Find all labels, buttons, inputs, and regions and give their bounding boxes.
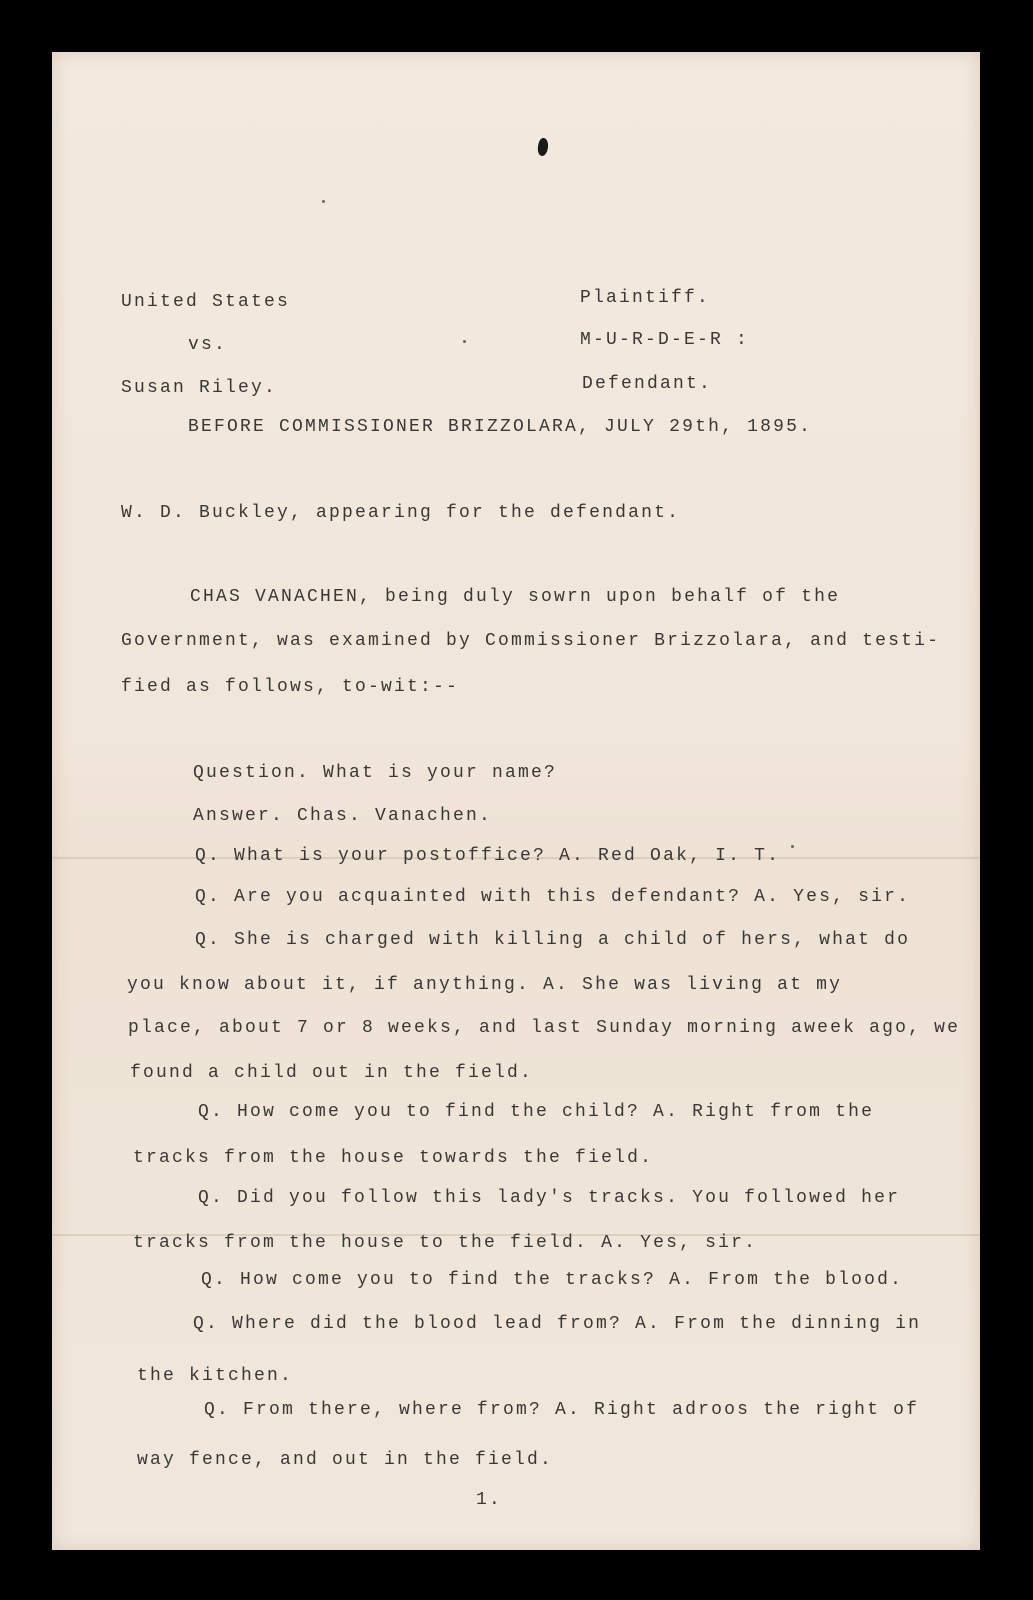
paper-speck <box>322 200 325 203</box>
testimony-line: the kitchen. <box>137 1366 294 1386</box>
caption-plaintiff-label: Plaintiff. <box>580 288 711 308</box>
testimony-line: Q. How come you to find the child? A. Right from the <box>198 1102 875 1122</box>
intro-line: CHAS VANACHEN, being duly sowrn upon behalf of the <box>190 587 841 607</box>
caption-plaintiff-name: United States <box>121 292 291 312</box>
testimony-line: Q. Are you acquainted with this defendant? A. Yes, sir. <box>195 887 911 907</box>
testimony-line: Q. From there, where from? A. Right adroos the right of <box>204 1400 920 1420</box>
testimony-line: found a child out in the field. <box>130 1063 534 1083</box>
paper-speck <box>791 845 794 848</box>
testimony-line: Answer. Chas. Vanachen. <box>193 806 493 826</box>
testimony-line: place, about 7 or 8 weeks, and last Sunday morning aweek ago, we <box>128 1018 961 1038</box>
caption-defendant-label: Defendant. <box>582 374 713 394</box>
testimony-line: Q. Where did the blood lead from? A. From the dinning in <box>193 1314 922 1334</box>
intro-line: Government, was examined by Commissioner Brizzolara, and testi- <box>121 631 941 651</box>
caption-defendant-name: Susan Riley. <box>121 378 278 398</box>
caption-versus: vs. <box>188 335 228 355</box>
testimony-line: Q. She is charged with killing a child of hers, what do <box>195 930 911 950</box>
caption-charge: M-U-R-D-E-R : <box>580 330 750 350</box>
testimony-line: Question. What is your name? <box>193 763 558 783</box>
testimony-line: you know about it, if anything. A. She was living at my <box>127 975 843 995</box>
testimony-line: Q. Did you follow this lady's tracks. You followed her <box>198 1188 901 1208</box>
testimony-line: tracks from the house to the field. A. Yes, sir. <box>133 1233 758 1253</box>
testimony-line: Q. What is your postoffice? A. Red Oak, I. T. <box>195 846 781 866</box>
testimony-line: Q. How come you to find the tracks? A. From the blood. <box>201 1270 904 1290</box>
paper-speck <box>463 340 466 343</box>
hearing-heading: BEFORE COMMISSIONER BRIZZOLARA, JULY 29th, 1895. <box>188 417 813 437</box>
testimony-line: way fence, and out in the field. <box>137 1450 554 1470</box>
intro-line: fied as follows, to-wit:-- <box>121 677 460 697</box>
appearance-line: W. D. Buckley, appearing for the defendant. <box>121 503 681 523</box>
testimony-line: tracks from the house towards the field. <box>133 1148 654 1168</box>
page-number: 1. <box>476 1490 503 1510</box>
